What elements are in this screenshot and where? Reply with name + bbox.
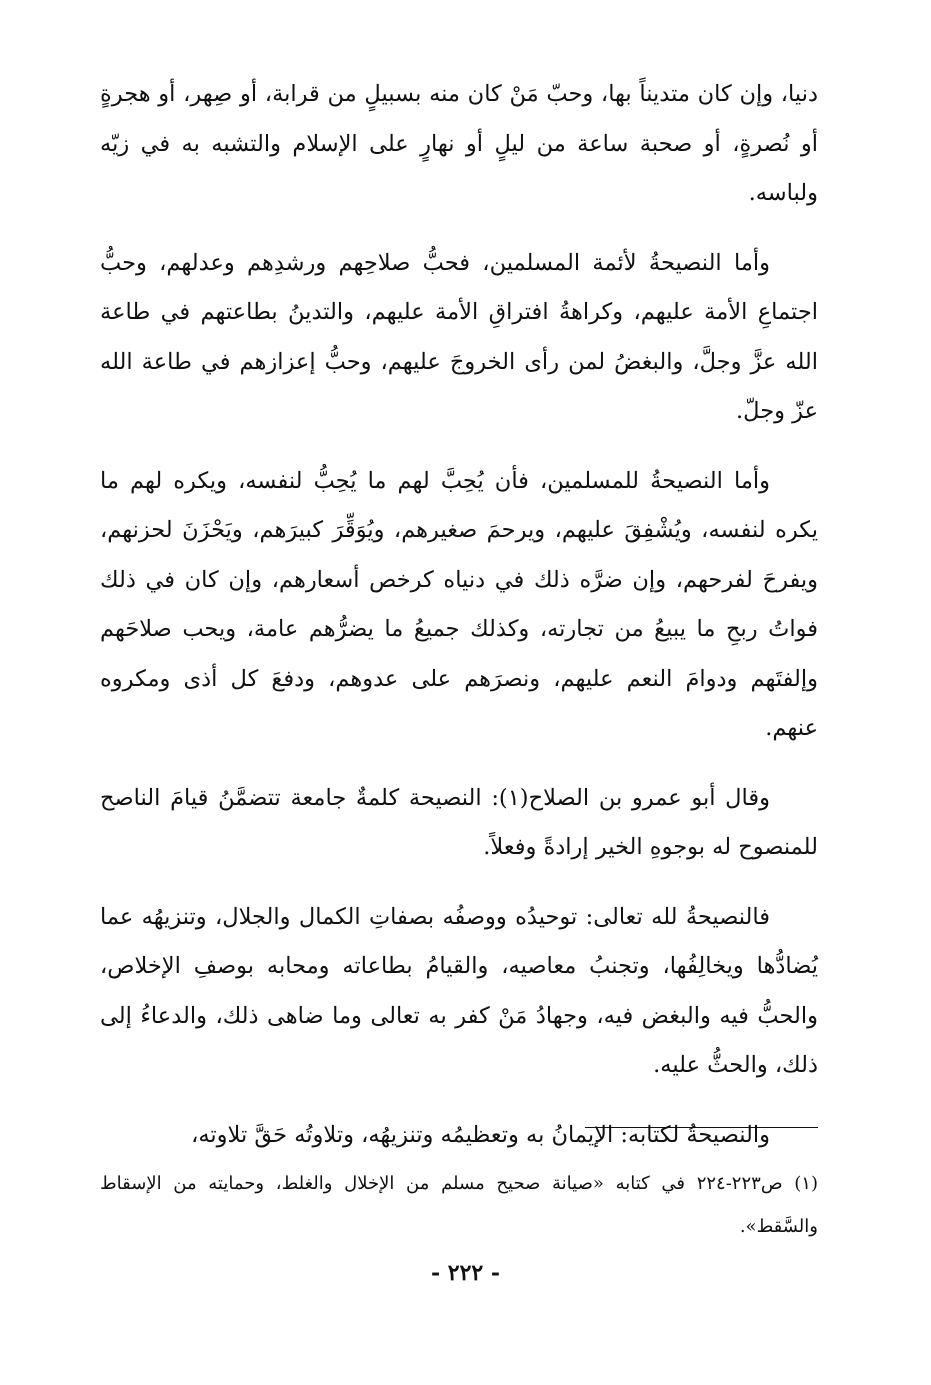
paragraph-imams: وأما النصيحةُ لأئمة المسلمين، فحبُّ صلاحِهم ورشدِهم وعدلهم، وحبُّ اجتماعِ الأمة عليهم، وكراهةُ افتراقِ الأمة عليهم، والتدينُ بطاعتهم في طاعة الله عزَّ وجلَّ، والبغضُ لمن رأى الخروجَ عليهم، وحبُّ إعزازهم في طاعة الله عزّ وجلّ.	[100, 249, 818, 424]
main-text	[100, 70, 818, 1180]
footnote-divider	[585, 1127, 818, 1128]
paragraph-allah: فالنصيحةُ لله تعالى: توحيدُه ووصفُه بصفاتِ الكمال والجلال، وتنزيهُه عما يُضادُّها ويخالِفُها، وتجنبُ معاصيه، والقيامُ بطاعاته ومحابه بوصفِ الإخلاص، والحبُّ فيه والبغض فيه، وجهادُ مَنْ كفر به تعالى وما ضاهى ذلك، والدعاءُ إلى ذلك، والحثُّ عليه.	[100, 903, 818, 1078]
paragraph-ibn-salah: وقال أبو عمرو بن الصلاح(١): النصيحة كلمةٌ جامعة تتضمَّنُ قيامَ الناصح للمنصوح له بوجوهِ الخير إرادةً وفعلاً.	[100, 784, 818, 860]
paragraph-muslims: وأما النصيحةُ للمسلمين، فأن يُحِبَّ لهم ما يُحِبُّ لنفسه، ويكره لهم ما يكره لنفسه، ويُشْفِقَ عليهم، ويرحمَ صغيرهم، ويُوَقِّرَ كبيرَهم، ويَحْزَنَ لحزنهم، ويفرحَ لفرحهم، وإن ضرَّه ذلك في دنياه كرخص أسعارهم، وإن كان في ذلك فواتُ ربحِ ما يبيعُ من تجارته، وكذلك جميعُ ما يضرُّهم عامة، ويحب صلاحَهم وإلفتَهم ودوامَ النعم عليهم، ونصرَهم على عدوهم، ودفعَ كل أذى ومكروه عنهم.	[100, 467, 818, 741]
footnote: (١) ص٢٢٣-٢٢٤ في كتابه «صيانة صحيح مسلم من الإخلال والغلط، وحمايته من الإسقاط والسَّقط».	[100, 1173, 818, 1237]
paragraph-continuation: دنيا، وإن كان متديناً بها، وحبّ مَنْ كان منه بسبيلٍ من قرابة، أو صِهر، أو هجرةٍ أو نُصرةٍ، أو صحبة ساعة من ليلٍ أو نهارٍ على الإسلام والتشبه به في زيّه ولباسه.	[100, 81, 818, 206]
page-number: - ٢٢٢ -	[430, 1260, 501, 1286]
paragraph-book: والنصيحةُ لكتابه: الإيمانُ به وتعظيمُه وتنزيهُه، وتلاوتُه حَقَّ تلاوته،	[191, 1121, 770, 1148]
